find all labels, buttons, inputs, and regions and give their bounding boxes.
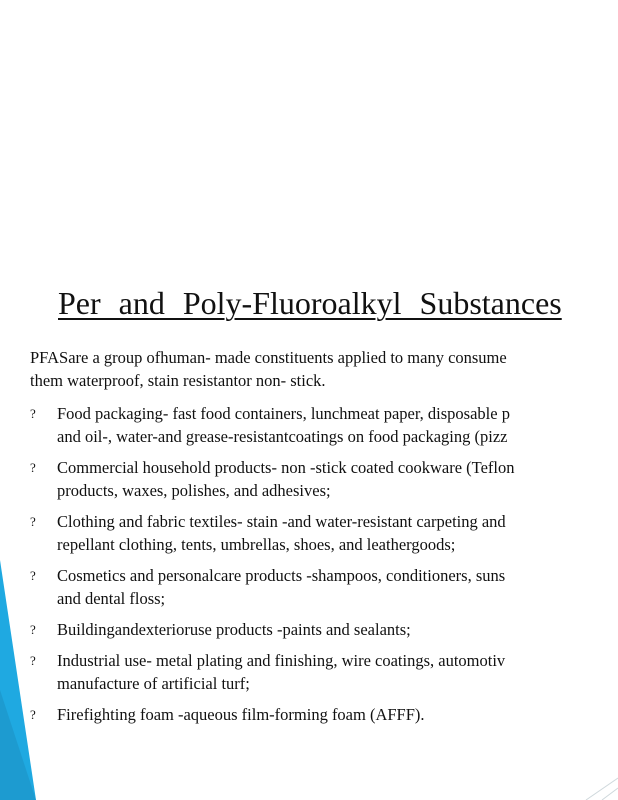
bullet-text: Industrial use- metal plating and finishing, wire coatings, automotiv [57,651,506,670]
intro-paragraph [30,346,618,392]
bullet-item-clothing-textiles [30,510,618,556]
bullet-marker-icon: ? [30,707,36,722]
bullet-item-cosmetics [30,564,618,610]
bullet-text: products, waxes, polishes, and adhesives; [57,481,331,500]
bullet-marker-icon: ? [30,514,36,529]
bullet-list [30,402,618,726]
corner-accent-shape [578,776,618,800]
bullet-marker-icon: ? [30,653,36,668]
bullet-text: and oil-, water-and grease-resistantcoatings on food packaging (pizz [57,427,508,446]
bullet-text: Food packaging- fast food containers, lunchmeat paper, disposable p [57,404,510,423]
bullet-text: manufacture of artificial turf; [57,674,250,693]
intro-line: PFASare a group ofhuman- made constituents applied to many consume [30,348,507,367]
bullet-item-household-products [30,456,618,502]
bullet-text: and dental floss; [57,589,166,608]
bullet-item-industrial-use [30,649,618,695]
bullet-text: Commercial household products- non -stick coated cookware (Teflon [57,458,515,477]
bullet-text: Firefighting foam -aqueous film-forming foam (AFFF). [57,705,425,724]
bullet-text: Buildingandexterioruse products -paints and sealants; [57,620,411,639]
bullet-marker-icon: ? [30,568,36,583]
bullet-item-building-products [30,618,618,641]
intro-line: them waterproof, stain resistantor non- stick. [30,371,326,390]
bullet-text: repellant clothing, tents, umbrellas, shoes, and leathergoods; [57,535,456,554]
bullet-item-firefighting-foam [30,703,618,726]
slide-title: Per and Poly-Fluoroalkyl Substances [58,285,562,321]
bullet-text: Clothing and fabric textiles- stain -and water-resistant carpeting and [57,512,506,531]
bullet-marker-icon: ? [30,460,36,475]
slide-content [30,346,618,734]
bullet-text: Cosmetics and personalcare products -shampoos, conditioners, suns [57,566,506,585]
bullet-marker-icon: ? [30,406,36,421]
bullet-item-food-packaging [30,402,618,448]
bullet-marker-icon: ? [30,622,36,637]
